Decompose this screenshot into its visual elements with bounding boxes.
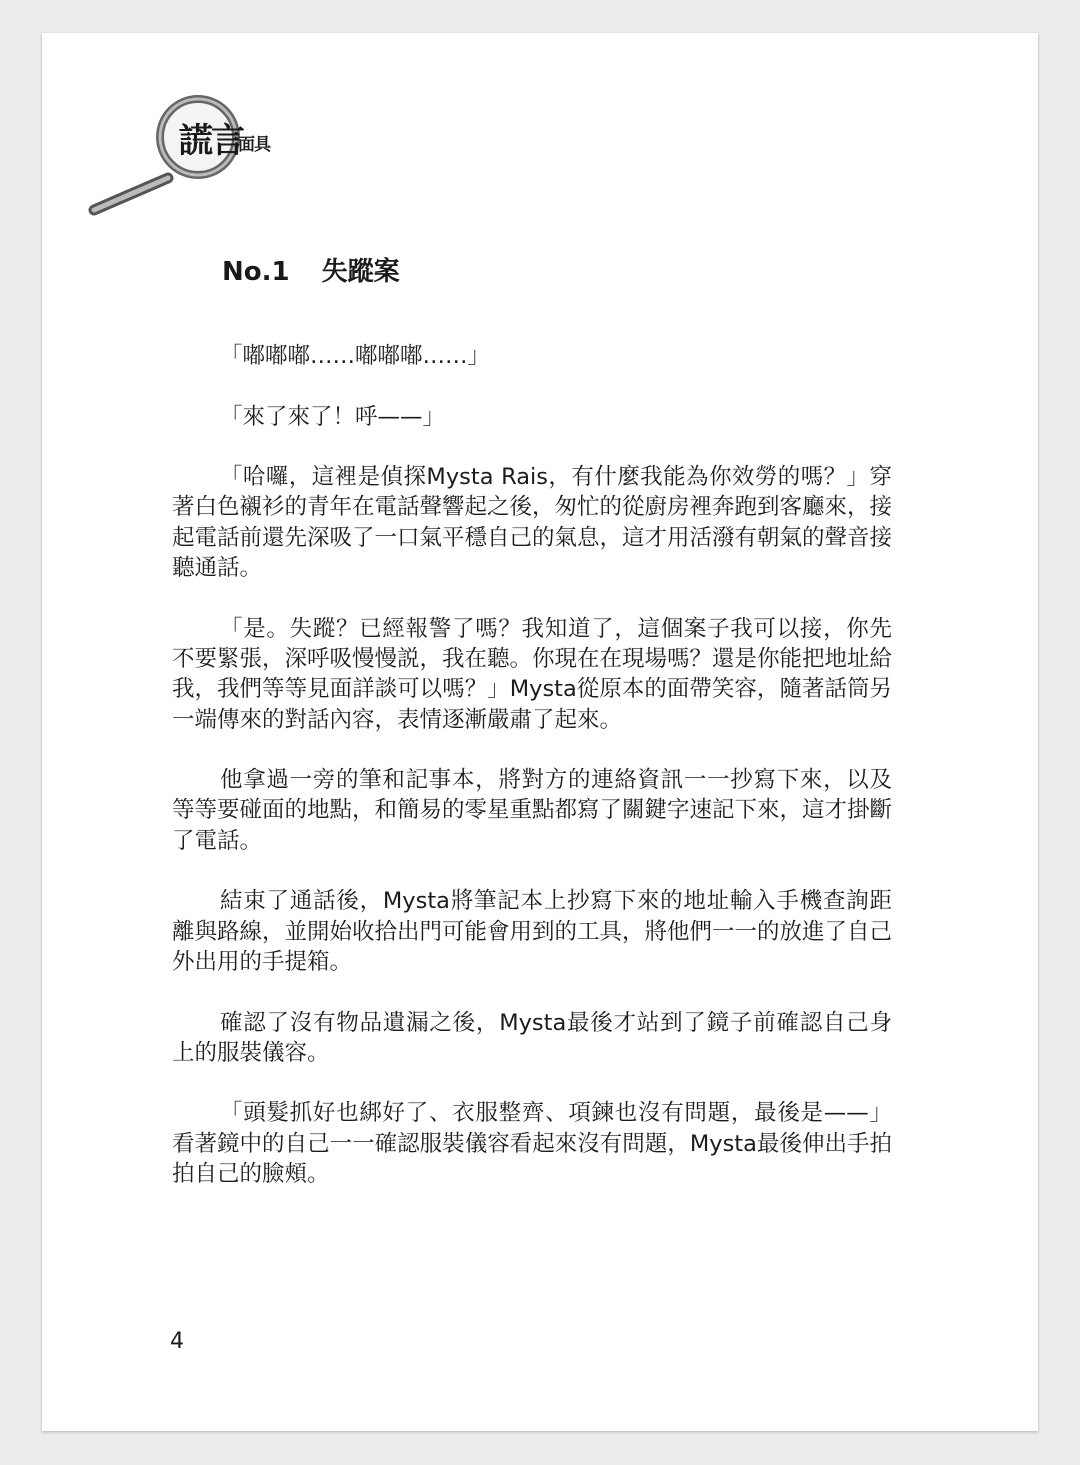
paragraph: 「是。失蹤？已經報警了嗎？我知道了，這個案子我可以接，你先不要緊張，深呼吸慢慢説，我在聽。你現在在現場嗎？還是你能把地址給我，我們等等見面詳談可以嗎？」Mysta從原本的面帶笑容，隨著話筒另一端傳來的對話內容，表情逐漸嚴肅了起來。: [172, 615, 893, 733]
page-number: 4: [170, 1329, 184, 1354]
chapter-number: No.1: [222, 257, 290, 287]
chapter-title: 失蹤案: [321, 257, 400, 287]
logo-subtitle: 面具: [238, 135, 270, 155]
paragraph: 「頭髮抓好也綁好了、衣服整齊、項鍊也沒有問題，最後是——」看著鏡中的自己一一確認服裝儀容看起來沒有問題，Mysta最後伸出手拍拍自己的臉頰。: [172, 1100, 892, 1188]
paragraph: 結束了通話後，Mysta將筆記本上抄寫下來的地址輸入手機查詢距離與路線，並開始收拾出門可能會用到的工具，將他們一一的放進了自己外出用的手提箱。: [172, 888, 893, 975]
paragraph: 「嘟嘟嘟……嘟嘟嘟……」: [220, 343, 491, 369]
logo-title: 謊言: [179, 121, 243, 161]
paragraph: 確認了沒有物品遺漏之後，Mysta最後才站到了鏡子前確認自己身上的服裝儀容。: [172, 1009, 892, 1066]
chapter-body: [172, 341, 892, 1220]
paragraph: 「來了來了！呼——」: [220, 403, 446, 430]
paragraph: 他拿過一旁的筆和記事本，將對方的連絡資訊一一抄寫下來，以及等等要碰面的地點，和簡易的零星重點都寫了關鍵字速記下來，這才掛斷了電話。: [172, 767, 893, 854]
paragraph: 「哈囉，這裡是偵探Mysta Rais，有什麼我能為你效勞的嗎？」穿著白色襯衫的青年在電話聲響起之後，匆忙的從廚房裡奔跑到客廳來，接起電話前還先深吸了一口氣平穩自己的氣息，這才用活潑有朝氣的聲音接聽通話。: [172, 464, 893, 582]
book-page: [42, 33, 1038, 1431]
chapter-heading: [222, 252, 400, 292]
